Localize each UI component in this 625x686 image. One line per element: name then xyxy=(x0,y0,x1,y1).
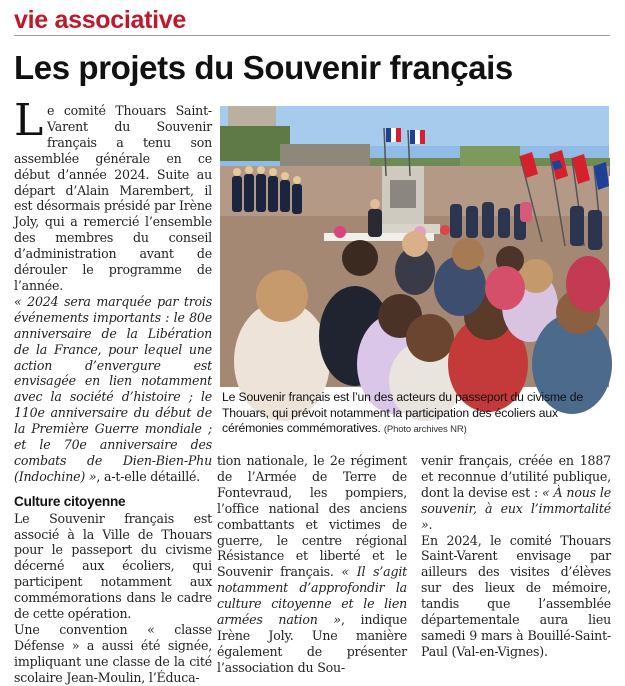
citizen-quote: « Il s’agit notamment d’approfondir la culture citoyenne et le lien armées nation » xyxy=(217,564,408,628)
article-column-2 xyxy=(217,453,407,676)
body-paragraph: tion nationale, le 2e régiment de l’Armée de Terre de Fontevraud, les pompiers, l’office national des anciens combattants et victimes de guerre, le centre régional Résistance et liberté et le Souvenir français. « Il s’agit notamment d’approfondir la culture citoyenne et le lien armées nation », indique Irène Joly. Une manière également de présenter l’association du Sou- xyxy=(217,453,408,675)
ceremony-photo-illustration xyxy=(220,106,609,387)
article-photo xyxy=(220,106,609,387)
association-motto: « À nous le souvenir, à eux l’immortalité » xyxy=(421,484,611,532)
article-column-1 xyxy=(14,95,212,686)
body-paragraph: venir français, créée en 1887 et reconnue d’utilité publique, dont la devise est : « À nous le souvenir, à eux l’immortalité ». xyxy=(421,453,611,532)
drop-cap: L xyxy=(14,95,44,146)
body-paragraph: Une convention « classe Défense » a aussi été signée, impliquant une classe de la cité scolaire Jean-Moulin, l’Éduca- xyxy=(14,622,212,685)
photo-caption xyxy=(222,390,610,438)
body-paragraph: En 2024, le comité Thouars Saint-Varent envisage par ailleurs des visites d’élèves sur des lieux de mémoire, tandis que l’assemblée départementale aura lieu samedi 9 mars à Bouillé-Saint-Paul (Val-en-Vignes). xyxy=(421,532,611,659)
intro-paragraph: e comité Thouars Saint-Varent du Souvenir français a tenu son assemblée générale en ce début d’année 2024. Suite au départ d’Alain Marembert, il est désormais présidé par Irène Joly, qui a remercié l’ensemble des membres du conseil d’administration avant de dérouler le programme de l’année. xyxy=(14,103,212,293)
section-rubric: vie associative xyxy=(14,5,610,36)
president-quote: « 2024 sera marquée par trois événements importants : le 80e anniversaire de la Libération de la France, pour lequel une action d’envergure est envisagée en lien notamment avec la société d’histoire ; le 110e anniversaire du début de la Première Guerre mondiale ; et le 70e anniversaire des combats de Dien-Bien-Phu (Indochine) » xyxy=(14,293,212,484)
body-paragraph: Le Souvenir français est associé à la Ville de Thouars pour le passeport du civisme décerné aux écoliers, qui participent notamment aux commémorations dans le cadre de cette opération. xyxy=(14,510,212,622)
article-headline: Les projets du Souvenir français xyxy=(14,49,513,86)
quote-paragraph: « 2024 sera marquée par trois événements importants : le 80e anniversaire de la Libération de la France, pour lequel une action d’envergure est envisagée en lien notamment avec la société d’histoire ; le 110e anniversaire du début de la Première Guerre mondiale ; et le 70e anniversaire des combats de Dien-Bien-Phu (Indochine) », a-t-elle détaillé. xyxy=(14,293,212,484)
caption-text: Le Souvenir français est l’un des acteurs du passeport du civisme de Thouars, qui prévoit notamment la participation des écoliers aux cérémonies commémoratives. xyxy=(222,390,584,436)
article-column-3 xyxy=(421,453,611,660)
section-subheading: Culture citoyenne xyxy=(14,493,126,509)
photo-credit: (Photo archives NR) xyxy=(383,424,467,436)
